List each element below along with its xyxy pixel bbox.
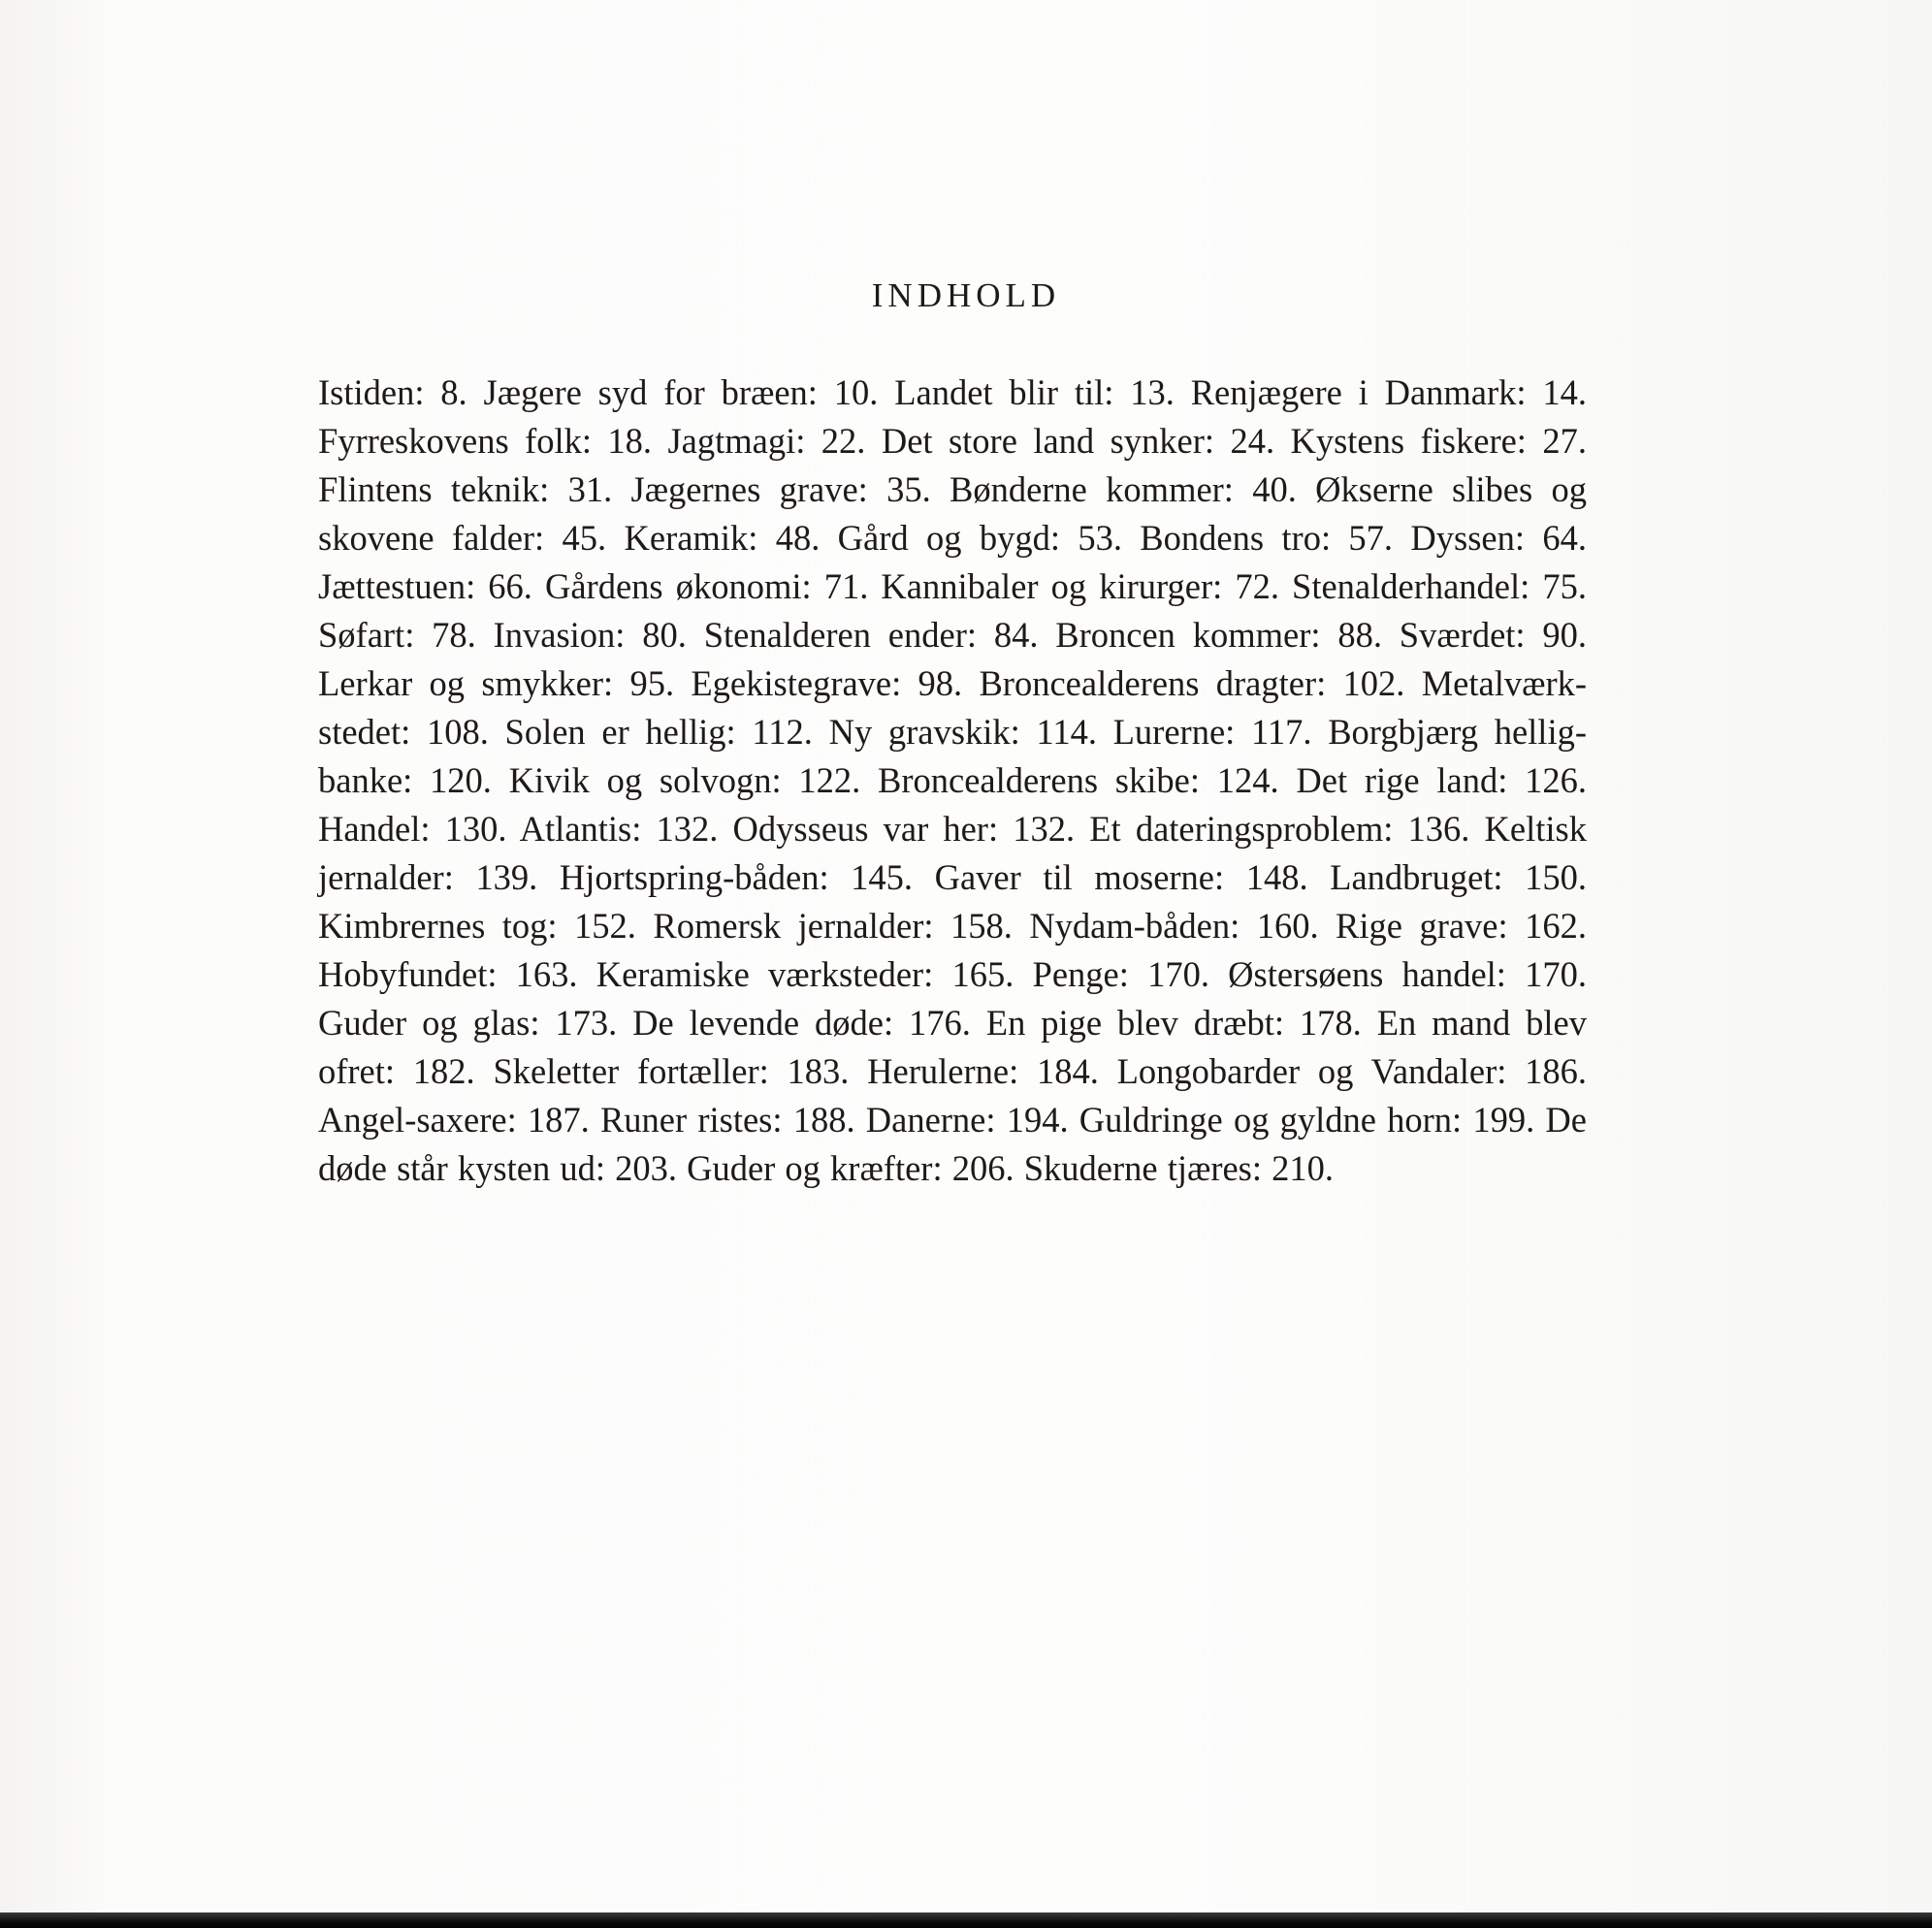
contents-heading: INDHOLD bbox=[871, 276, 1061, 314]
page-bottom-edge bbox=[0, 1912, 1932, 1928]
table-of-contents-paragraph: Istiden: 8. Jægere syd for bræen: 10. Landet blir til: 13. Renjægere i Danmark: 14. Fyrreskovens folk: 18. Jagtmagi: 22. Det store land synker: 24. Kystens fiskere: 27. Flintens teknik: 31. Jægernes grave: 35. Bønderne kommer: 40. Økserne slibes og skovene falder: 45. Keramik: 48. Gård og bygd: 53. Bondens tro: 57. Dyssen: 64. Jættestuen: 66. Gårdens økonomi: 71. Kannibaler og kirurger: 72. Stenalderhandel: 75. Søfart: 78. Invasion: 80. Stenalderen ender: 84. Broncen kommer: 88. Sværdet: 90. Lerkar og smykker: 95. Egekistegrave: 98. Broncealderens dragter: 102. Metalværkstedet: 108. Solen er hellig: 112. Ny gravskik: 114. Lurerne: 117. Borgbjærg helligbanke: 120. Kivik og solvogn: 122. Broncealderens skibe: 124. Det rige land: 126. Handel: 130. Atlantis: 132. Odysseus var her: 132. Et dateringsproblem: 136. Keltisk jernalder: 139. Hjortspring-båden: 145. Gaver til moserne: 148. Landbruget: 150. Kimbrernes tog: 152. Romersk jernalder: 158. Nydam-båden: 160. Rige grave: 162. Hobyfundet: 163. Keramiske værksteder: 165. Penge: 170. Østersøens handel: 170. Guder og glas: 173. De levende døde: 176. En pige blev dræbt: 178. En mand blev ofret: 182. Skeletter fortæller: 183. Herulerne: 184. Longobarder og Vandaler: 186. Angel-saxere: 187. Runer ristes: 188. Danerne: 194. Guldringe og gyldne horn: 199. De døde står kysten ud: 203. Guder og kræfter: 206. Skuderne tjæres: 210. bbox=[318, 372, 1587, 1188]
